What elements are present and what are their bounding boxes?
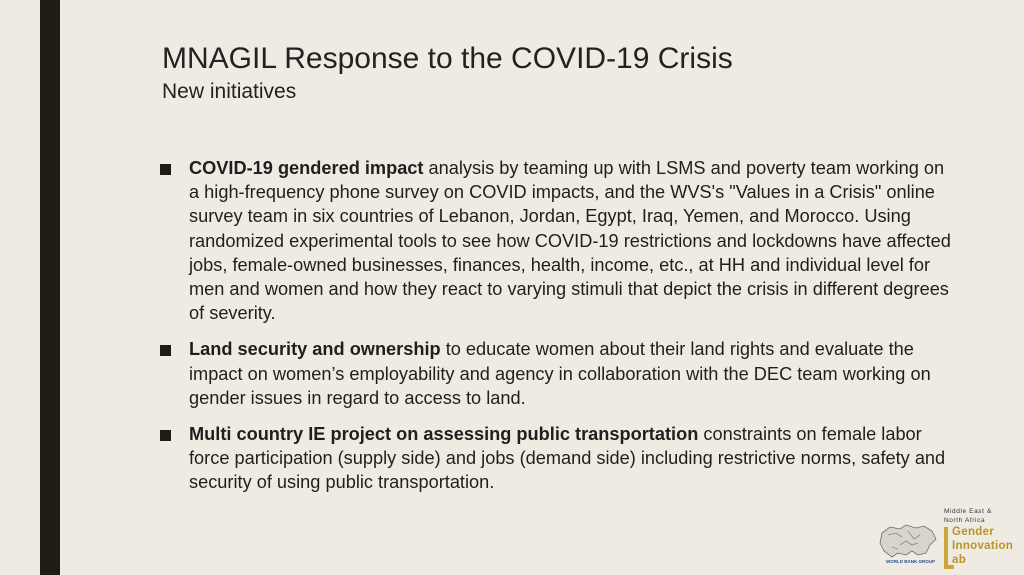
- square-bullet-icon: [160, 345, 171, 356]
- slide-title: MNAGIL Response to the COVID-19 Crisis: [162, 42, 733, 75]
- mena-map-icon: [876, 519, 940, 563]
- square-bullet-icon: [160, 430, 171, 441]
- logo-word-innovation: Innovation: [952, 540, 1014, 552]
- bullet-lead: Land security and ownership: [189, 339, 441, 360]
- bullet-item: [158, 156, 958, 325]
- bullet-list: [158, 156, 958, 507]
- side-accent-bar: [40, 0, 60, 575]
- bullet-text: analysis by teaming up with LSMS and poverty team working on a high-frequency phone survey on COVID impacts, and the WVS's "Values in a Crisis" online survey team in six countries of Lebanon, Jordan, Egypt, Iraq, Yemen, and Morocco. Using randomized experimental tools to see how COVID-19 restrictions and lockdowns have affected jobs, female-owned businesses, finances, health, income, etc., at HH and individual level for men and women and how they react to varying stimuli that depict the crisis in different degrees of severity.: [189, 158, 951, 324]
- bullet-lead: Multi country IE project on assessing public transportation: [189, 424, 699, 445]
- logo-bracket-icon: [944, 527, 948, 569]
- square-bullet-icon: [160, 164, 171, 175]
- bullet-text: to educate women about their land rights and evaluate the impact on women’s employability and agency in collaboration with the DEC team working on gender issues in regard to access to land.: [189, 339, 931, 408]
- gender-innovation-lab-logo: [876, 505, 1016, 571]
- world-bank-label: WORLD BANK GROUP: [886, 559, 935, 564]
- bullet-text: constraints on female labor force participation (supply side) and jobs (demand side) including restrictive norms, safety and security of using public transportation.: [189, 424, 946, 493]
- logo-region-line2: North Africa: [944, 517, 986, 524]
- logo-word-gender: Gender: [952, 526, 995, 538]
- slide-subtitle: New initiatives: [162, 80, 297, 103]
- bullet-item: [158, 337, 958, 410]
- logo-word-lab: ab: [952, 554, 967, 566]
- logo-region-line1: Middle East &: [944, 508, 992, 515]
- bullet-item: [158, 422, 958, 495]
- bullet-lead: COVID-19 gendered impact: [189, 158, 424, 178]
- logo-region: [944, 507, 992, 525]
